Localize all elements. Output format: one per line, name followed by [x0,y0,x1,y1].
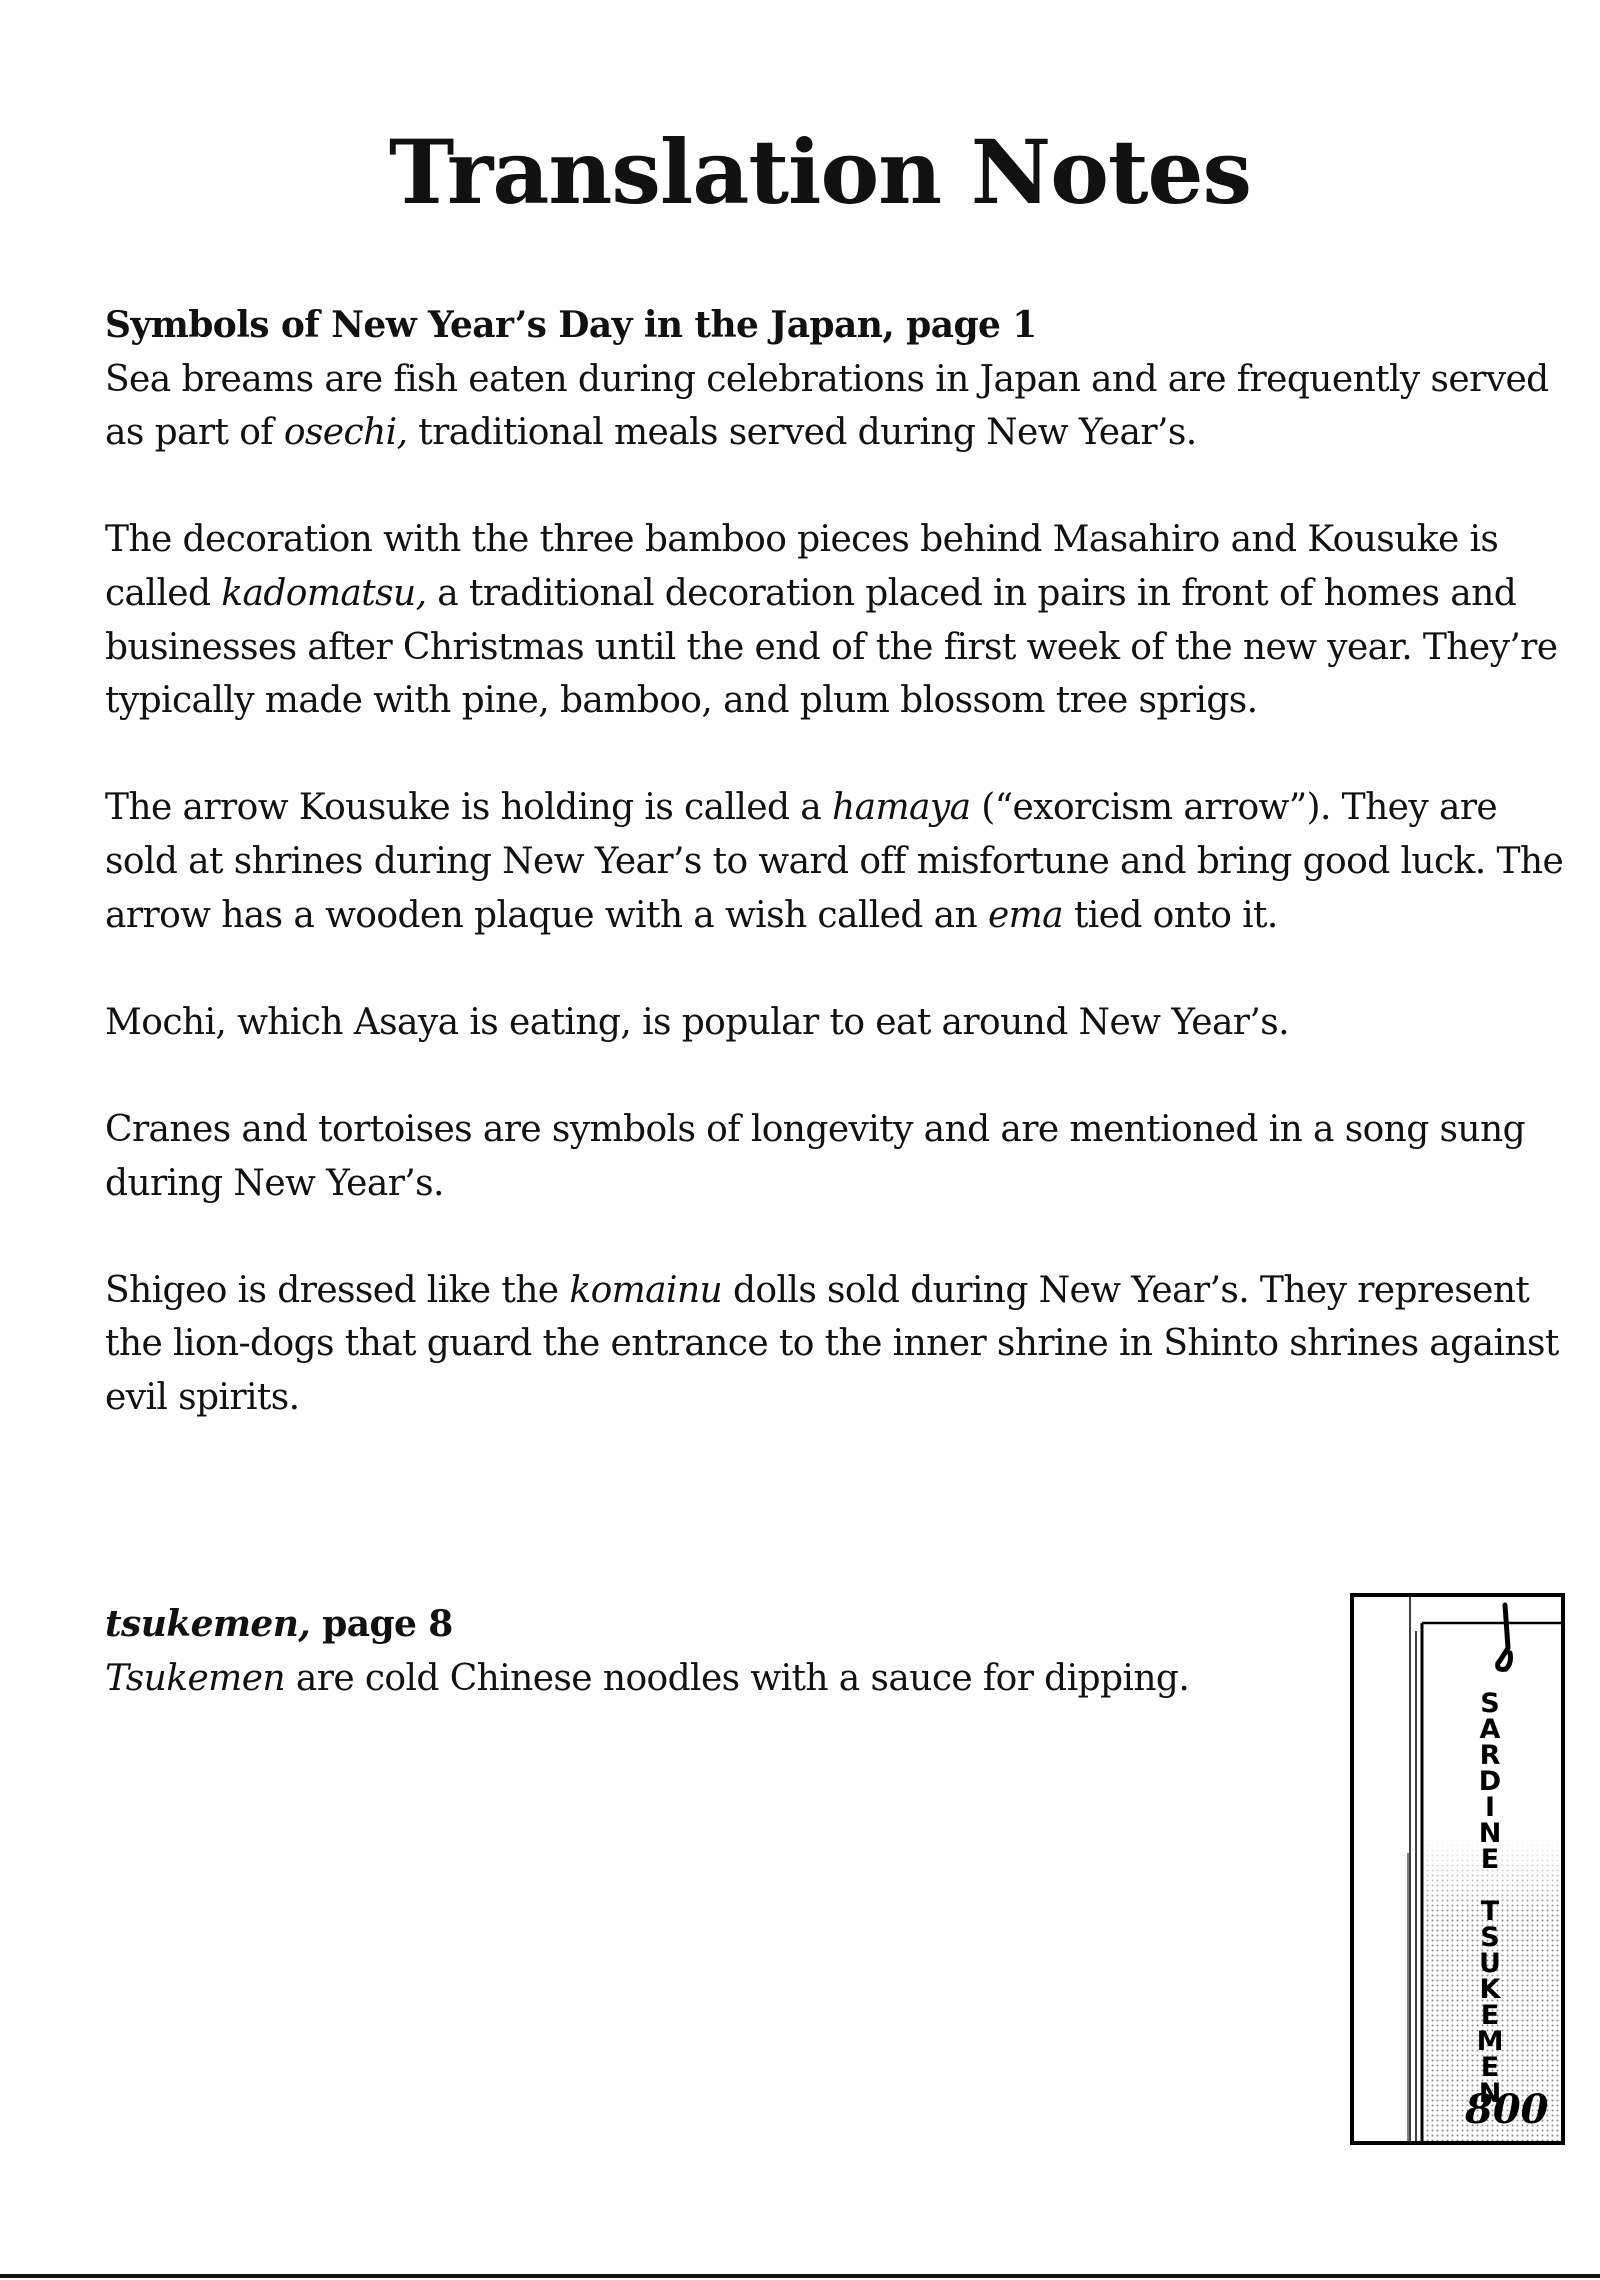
text: (“exorcism arrow”). They are sold at shrines during New Year’s to ward off misfortune and bring good luck. The arrow has a wooden plaque with a wish called an [105,787,1564,936]
section-heading [105,1598,1305,1652]
italic-term: osechi, [283,412,408,454]
paragraph-hamaya [105,781,1565,942]
text: Shigeo is dressed like the [105,1269,570,1311]
text: Sea breams are fish eaten during celebrations in Japan and are frequently served as part of [105,358,1549,454]
italic-term: Tsukemen [105,1657,285,1699]
paragraph-kadomatsu [105,513,1565,727]
bottom-rule [0,2274,1600,2278]
price-text: 800 [1465,2086,1549,2133]
sign-text: SARDINE TSUKEMEN [1474,1688,1506,2104]
text: tied onto it. [1063,894,1278,936]
section-new-years-symbols [105,299,1565,1478]
text: Mochi, which Asaya is eating, is popular to eat around New Year’s. [105,1001,1289,1043]
text: a traditional decoration placed in pairs in front of homes and businesses after Christmas until the end of the first week of the new year. They’re typically made with pine, bamboo, and plum blossom tree sprigs. [105,572,1558,722]
paragraph-sea-breams [105,353,1565,460]
italic-term: ema [987,894,1064,936]
text: The arrow Kousuke is holding is called a [105,787,832,829]
text: Cranes and tortoises are symbols of longevity and are mentioned in a song sung during New Year’s. [105,1108,1526,1204]
italic-term: kadomatsu, [221,572,427,614]
text: The decoration with the three bamboo pieces behind Masahiro and Kousuke is called [105,519,1499,614]
italic-term: tsukemen, [105,1603,311,1645]
paragraph-komainu [105,1264,1565,1425]
section-tsukemen [105,1598,1305,1705]
paragraph-tsukemen [105,1652,1305,1706]
section-heading: Symbols of New Year’s Day in the Japan, page 1 [105,304,1037,346]
italic-term: hamaya [832,787,971,829]
text: are cold Chinese noodles with a sauce for dipping. [285,1657,1190,1699]
text: dolls sold during New Year’s. They represent the lion-dogs that guard the entrance to the inner shrine in Shinto shrines against evil spirits. [105,1269,1559,1418]
manga-panel-menu-sign [1350,1593,1565,2145]
paragraph-cranes [105,1103,1565,1210]
italic-term: komainu [569,1269,723,1311]
text: page 8 [310,1603,453,1645]
paragraph-mochi [105,996,1565,1050]
text: traditional meals served during New Year’s. [407,412,1197,454]
menu-sign-illustration [1350,1593,1565,2145]
page-title: Translation Notes [388,120,1252,224]
